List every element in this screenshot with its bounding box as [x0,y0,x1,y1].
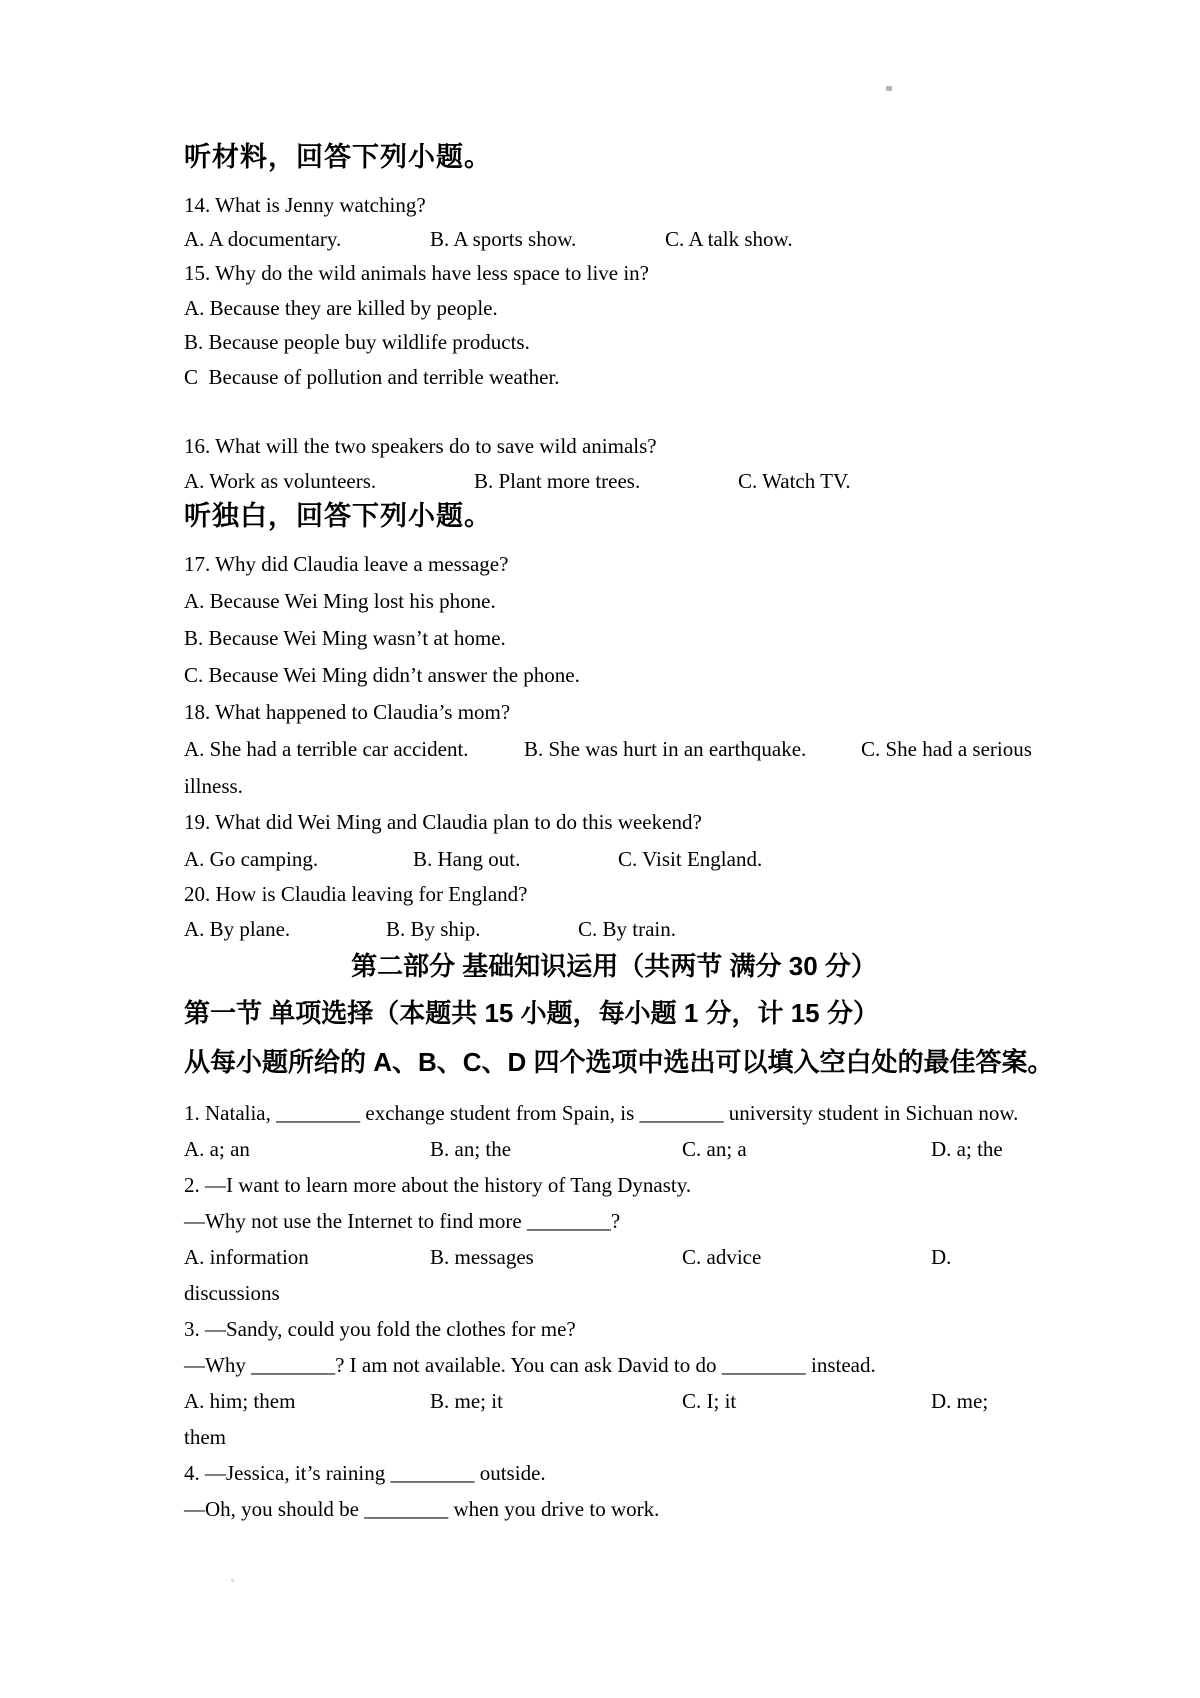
written-question-3-line1: 3. —Sandy, could you fold the clothes for me? [184,1317,576,1341]
option-c: C. advice [682,1245,762,1269]
option-b: B. By ship. [386,917,481,941]
written-question-4-line1: 4. —Jessica, it’s raining ________ outside. [184,1461,546,1485]
question-17-option-c: C. Because Wei Ming didn’t answer the phone. [184,663,580,687]
listening-monologue-header: 听独白，回答下列小题。 [184,501,492,531]
option-b: B. messages [430,1245,534,1269]
question-14-text: 14. What is Jenny watching? [184,193,426,217]
option-a: A. By plane. [184,917,291,941]
listening-material-header: 听材料，回答下列小题。 [184,142,492,172]
question-17-text: 17. Why did Claudia leave a message? [184,552,509,576]
written-question-1-options [184,1136,1003,1166]
option-c: C. an; a [682,1137,747,1161]
written-question-3-line2: —Why ________? I am not available. You can ask David to do ________ instead. [184,1353,876,1377]
option-b: B. Plant more trees. [474,469,641,493]
written-question-2-line1: 2. —I want to learn more about the history of Tang Dynasty. [184,1173,692,1197]
written-question-4-line2: —Oh, you should be ________ when you drive to work. [184,1497,660,1521]
part2-subsection-header: 第一节 单项选择（本题共 15 小题，每小题 1 分，计 15 分） [184,998,879,1028]
option-b: B. A sports show. [430,227,577,251]
question-20-options [184,916,676,946]
question-16-options [184,468,851,498]
option-c: C. I; it [682,1389,737,1413]
question-15-text: 15. Why do the wild animals have less space to live in? [184,261,650,285]
question-15-option-b: B. Because people buy wildlife products. [184,330,530,354]
question-16-text: 16. What will the two speakers do to save wild animals? [184,434,657,458]
scan-speck [231,1579,234,1582]
option-d: D. [931,1245,952,1269]
question-19-text: 19. What did Wei Ming and Claudia plan to do this weekend? [184,810,702,834]
part2-section-header: 第二部分 基础知识运用（共两节 满分 30 分） [351,951,877,981]
option-a: A. Go camping. [184,847,319,871]
written-question-2-options [184,1244,952,1274]
option-c: C. By train. [578,917,676,941]
written-question-2-option-d-overflow: discussions [184,1281,280,1305]
question-19-options [184,846,763,876]
option-c: C. She had a serious [861,737,1032,761]
question-20-text: 20. How is Claudia leaving for England? [184,882,528,906]
option-a: A. She had a terrible car accident. [184,737,469,761]
option-c: C. Visit England. [618,847,763,871]
written-question-1-text: 1. Natalia, ________ exchange student from Spain, is ________ university student in Sichuan now. [184,1101,1019,1125]
option-a: A. a; an [184,1137,250,1161]
option-d: D. me; [931,1389,989,1413]
option-d: D. a; the [931,1137,1003,1161]
question-17-option-a: A. Because Wei Ming lost his phone. [184,589,496,613]
option-a: A. A documentary. [184,227,342,251]
option-b: B. me; it [430,1389,503,1413]
option-b: B. an; the [430,1137,512,1161]
question-15-option-c: C Because of pollution and terrible weather. [184,365,560,389]
written-question-3-options [184,1388,989,1418]
question-18-options [184,736,1032,766]
part2-instruction: 从每小题所给的 A、B、C、D 四个选项中选出可以填入空白处的最佳答案。 [184,1047,1054,1077]
written-question-3-option-d-overflow: them [184,1425,226,1449]
question-18-option-c-overflow: illness. [184,774,243,798]
question-17-option-b: B. Because Wei Ming wasn’t at home. [184,626,506,650]
option-c: C. Watch TV. [738,469,851,493]
option-a: A. him; them [184,1389,296,1413]
question-15-option-a: A. Because they are killed by people. [184,296,498,320]
option-c: C. A talk show. [665,227,793,251]
question-14-options [184,226,793,256]
option-a: A. information [184,1245,309,1269]
question-18-text: 18. What happened to Claudia’s mom? [184,700,511,724]
written-question-2-line2: —Why not use the Internet to find more ________? [184,1209,621,1233]
scan-speck [886,86,892,91]
option-b: B. Hang out. [413,847,521,871]
option-b: B. She was hurt in an earthquake. [524,737,807,761]
option-a: A. Work as volunteers. [184,469,377,493]
